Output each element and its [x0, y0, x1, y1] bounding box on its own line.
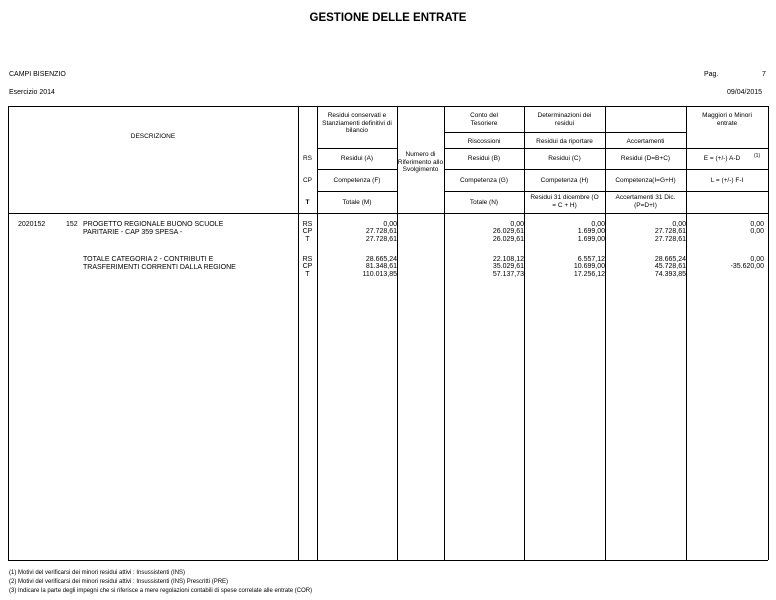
row-riscossioni-rs: 22.108,12	[492, 256, 524, 263]
page-label: Pag.	[704, 71, 719, 78]
footnote-3: (3) Indicare la parte degli impegni che si riferisce a mere regolazioni contabili di spese correlate alle entrate (COR)	[9, 588, 313, 594]
row-residui-rs: 0,00	[383, 221, 397, 228]
row-accertamenti-t: 74.393,85	[654, 270, 686, 278]
header-accertamenti-31: Accertamenti 31 Dic. (P=D+I)	[615, 194, 676, 209]
header-l-formula: L = (+/-) F-I	[710, 177, 744, 184]
row-maggiori-cp: -35.620,00	[730, 263, 764, 271]
header-residui-riportare: Residui da riportare	[536, 138, 593, 145]
row-maggiori-rs: 0,00	[750, 256, 764, 263]
header-competenza-h: Competenza (H)	[540, 177, 589, 184]
row-type-rs: RS	[302, 256, 313, 263]
row-sub-code: 152	[66, 221, 78, 228]
row-residui-t: 110.013,85	[362, 270, 397, 278]
row-accertamenti-rs: 28.665,24	[654, 256, 686, 263]
header-descrizione: DESCRIZIONE	[130, 133, 176, 140]
row-description-line1: PROGETTO REGIONALE BUONO SCUOLE	[83, 221, 224, 228]
row-riportare-cp: 1.699,00	[577, 228, 605, 236]
header-competenza-g: Competenza (G)	[459, 177, 509, 184]
row-accertamenti-cp: 27.728,61	[654, 228, 686, 236]
header-maggiori-minori: Maggiori o Minori entrate	[702, 112, 752, 127]
row-riscossioni-cp: 26.029,61	[492, 228, 524, 236]
page-title: GESTIONE DELLE ENTRATE	[309, 12, 467, 24]
header-numero-riferimento: Numero di Riferimento allo Svolgimento	[397, 151, 444, 173]
row-maggiori-rs: 0,00	[750, 221, 764, 228]
row-riportare-rs: 6.557,12	[577, 256, 605, 263]
header-residui-31: Residui 31 dicembre (O = C + H)	[530, 194, 599, 209]
row-maggiori-cp: 0,00	[750, 228, 764, 236]
report-date: 09/04/2015	[727, 89, 763, 96]
row-code: 2020152	[18, 221, 46, 228]
header-cp: CP	[302, 177, 313, 184]
row-residui-cp: 81.348,61	[365, 263, 397, 271]
row-riscossioni-t: 26.029,61	[492, 235, 524, 243]
header-competenza-f: Competenza (F)	[333, 177, 381, 184]
row-riportare-t: 1.699,00	[577, 235, 605, 243]
row-residui-t: 27.728,61	[365, 235, 397, 243]
header-totale-m: Totale (M)	[342, 199, 372, 206]
header-accertamenti: Accertamenti	[626, 138, 665, 145]
row-riscossioni-rs: 0,00	[510, 221, 524, 228]
header-t: T	[305, 199, 310, 206]
row-riscossioni-t: 57.137,73	[492, 270, 524, 278]
footnote-2: (2) Motivi del verificarsi dei minori residui attivi : Insussistenti (INS) Prescritti (PRE)	[9, 579, 229, 585]
row-accertamenti-cp: 45.728,61	[654, 263, 686, 271]
header-residui-d: Residui (D=B+C)	[620, 155, 671, 162]
page-number: 7	[762, 71, 766, 78]
row-type-t: T	[305, 235, 310, 243]
header-e-note: (1)	[754, 153, 761, 159]
footnote-1: (1) Motivi del verificarsi dei minori residui attivi : Insussistenti (INS)	[9, 570, 186, 576]
row-residui-cp: 27.728,61	[365, 228, 397, 236]
header-residui-conservati: Residui conservati e Stanziamenti definitivi di bilancio	[322, 112, 392, 134]
row-type-cp: CP	[302, 228, 313, 236]
header-determinazioni: Determinazioni dei residui	[537, 112, 592, 127]
row-type-t: T	[305, 270, 310, 278]
header-e-formula: E = (+/-) A-D	[703, 155, 741, 162]
header-rs: RS	[302, 155, 313, 162]
row-accertamenti-t: 27.728,61	[654, 235, 686, 243]
header-competenza-i: Competenza(I=G+H)	[615, 177, 676, 184]
row-type-rs: RS	[302, 221, 313, 228]
row-residui-rs: 28.665,24	[365, 256, 397, 263]
row-riportare-cp: 10.699,00	[573, 263, 605, 271]
row-riportare-rs: 0,00	[591, 221, 605, 228]
header-residui-b: Residui (B)	[467, 155, 501, 162]
header-residui-c: Residui (C)	[548, 155, 581, 162]
row-type-cp: CP	[302, 263, 313, 271]
row-riscossioni-cp: 35.029,61	[492, 263, 524, 271]
header-riscossioni: Riscossioni	[467, 138, 501, 145]
header-totale-n: Totale (N)	[469, 199, 499, 206]
header-conto-tesoriere: Conto del Tesoriere	[470, 112, 498, 127]
row-description-line1: TOTALE CATEGORIA 2 - CONTRIBUTI E	[83, 256, 214, 263]
row-description-line2: TRASFERIMENTI CORRENTI DALLA REGIONE	[83, 263, 236, 271]
header-residui-a: Residui (A)	[340, 155, 374, 162]
row-riportare-t: 17.256,12	[573, 270, 605, 278]
entity-name: CAMPI BISENZIO	[9, 71, 66, 78]
row-description-line2: PARITARIE - CAP 359 SPESA -	[83, 228, 183, 236]
row-accertamenti-rs: 0,00	[672, 221, 686, 228]
exercise-year: Esercizio 2014	[9, 89, 55, 96]
